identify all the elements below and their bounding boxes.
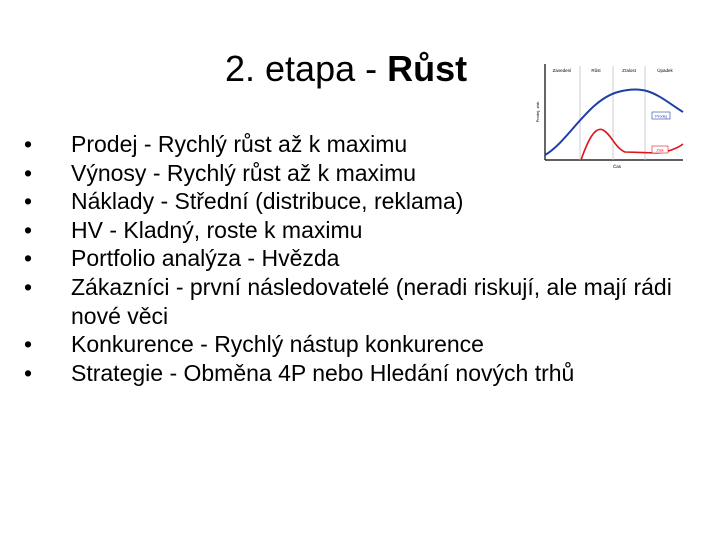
bullet-item: • Portfolio analýza - Hvězda <box>24 244 704 273</box>
title-prefix: 2. etapa - <box>225 48 388 89</box>
bullet-item: • Konkurence - Rychlý nástup konkurence <box>24 330 704 359</box>
thumb-stage-label: Zavedení <box>552 68 572 73</box>
slide-title <box>225 44 500 94</box>
thumb-profit-tag-text: Zisk <box>656 147 664 153</box>
thumb-stage-label: Úpadek <box>657 68 673 73</box>
bullet-item: • Prodej - Rychlý růst až k maximu <box>24 130 704 159</box>
bullet-item: • Zákazníci - první následovatelé (neradi riskují, ale mají rádi nové věci <box>24 273 704 330</box>
product-lifecycle-image <box>533 60 688 172</box>
bullet-item: • Náklady - Střední (distribuce, reklama) <box>24 187 704 216</box>
bullet-item: • Výnosy - Rychlý růst až k maximu <box>24 159 704 188</box>
thumb-x-label: Čas <box>612 164 622 169</box>
bullet-item: • HV - Kladný, roste k maximu <box>24 216 704 245</box>
thumb-stage-label: Zralost <box>622 68 636 73</box>
thumb-stage-label: Růst <box>591 68 601 73</box>
title-bold: Růst <box>387 48 468 89</box>
bullet-item: • Strategie - Obměna 4P nebo Hledání nových trhů <box>24 359 704 388</box>
thumb-y-label: Prodej, zisk <box>535 101 540 123</box>
thumb-sales-tag-text: Prodej <box>655 113 667 119</box>
